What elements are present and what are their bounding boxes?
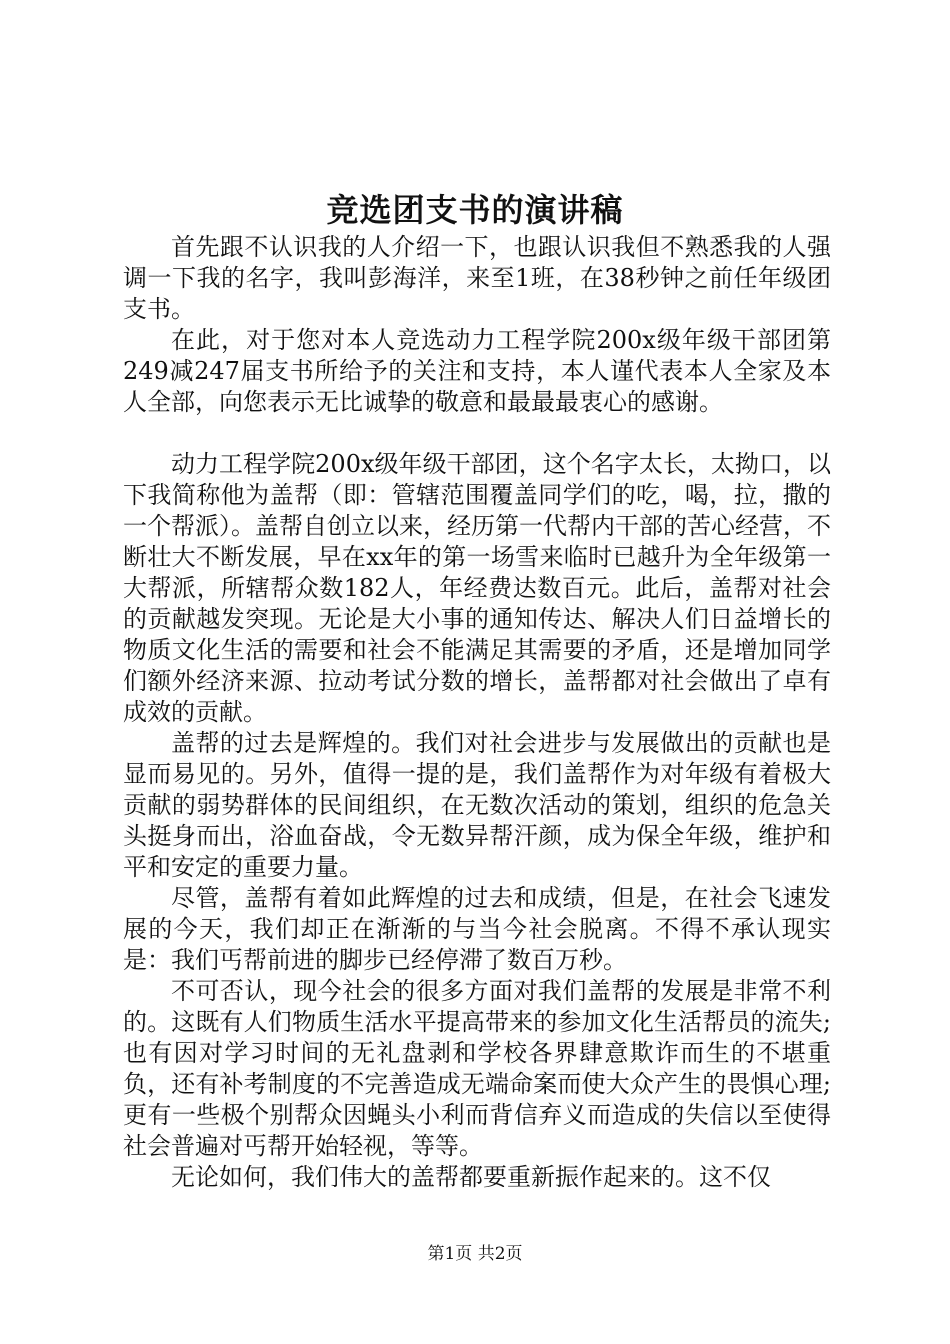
paragraph-unfavorable-factors: 不可否认，现今社会的很多方面对我们盖帮的发展是非常不利的。这既有人们物质生活水平提高带来的参加文化生活帮员的流失;也有因对学习时间的无礼盘剥和学校各界肆意欺诈而生的不堪重负，还有补考制度的不完善造成无端命案而使大众产生的畏惧心理;更有一些极个别帮众因蝇头小利而背信弃义而造成的失信以至使得社会普遍对丐帮开始轻视，等等。 <box>123 977 831 1160</box>
page-footer: 第1页 共2页 <box>427 1244 523 1264</box>
paragraph-revival: 无论如何，我们伟大的盖帮都要重新振作起来的。这不仅 <box>171 1163 771 1191</box>
paragraph-thanks: 在此，对于您对本人竞选动力工程学院200x级年级干部团第249减247届支书所给予的关注和支持，本人谨代表本人全家及本人全部，向您表示无比诚挚的敬意和最最最衷心的感谢。 <box>123 326 831 416</box>
paragraph-spacer <box>123 418 831 449</box>
paragraph-intro: 首先跟不认识我的人介绍一下，也跟认识我但不熟悉我的人强调一下我的名字，我叫彭海洋，来至1班，在38秒钟之前任年级团支书。 <box>123 233 831 323</box>
paragraph-gaibang-history: 动力工程学院200x级年级干部团，这个名字太长，太拗口，以下我简称他为盖帮（即：管辖范围覆盖同学们的吃，喝，拉，撒的一个帮派）。盖帮自创立以来，经历第一代帮内干部的苦心经营，不断壮大不断发展，早在xx年的第一场雪来临时已越升为全年级第一大帮派，所辖帮众数182人，年经费达数百元。此后，盖帮对社会的贡献越发突现。无论是大小事的通知传达、解决人们日益增长的物质文化生活的需要和社会不能满足其需要的矛盾，还是增加同学们额外经济来源、拉动考试分数的增长，盖帮都对社会做出了卓有成效的贡献。 <box>123 450 831 726</box>
document-body <box>123 232 831 1193</box>
paragraph-gaibang-glory: 盖帮的过去是辉煌的。我们对社会进步与发展做出的贡献也是显而易见的。另外，值得一提的是，我们盖帮作为对年级有着极大贡献的弱势群体的民间组织，在无数次活动的策划，组织的危急关头挺身而出，浴血奋战，令无数异帮汗颜，成为保全年级，维护和平和安定的重要力量。 <box>123 729 831 881</box>
paragraph-gaibang-decline: 尽管，盖帮有着如此辉煌的过去和成绩，但是，在社会飞速发展的今天，我们却正在渐渐的与当今社会脱离。不得不承认现实是：我们丐帮前进的脚步已经停滞了数百万秒。 <box>123 884 831 974</box>
document-title: 竞选团支书的演讲稿 <box>326 191 624 229</box>
